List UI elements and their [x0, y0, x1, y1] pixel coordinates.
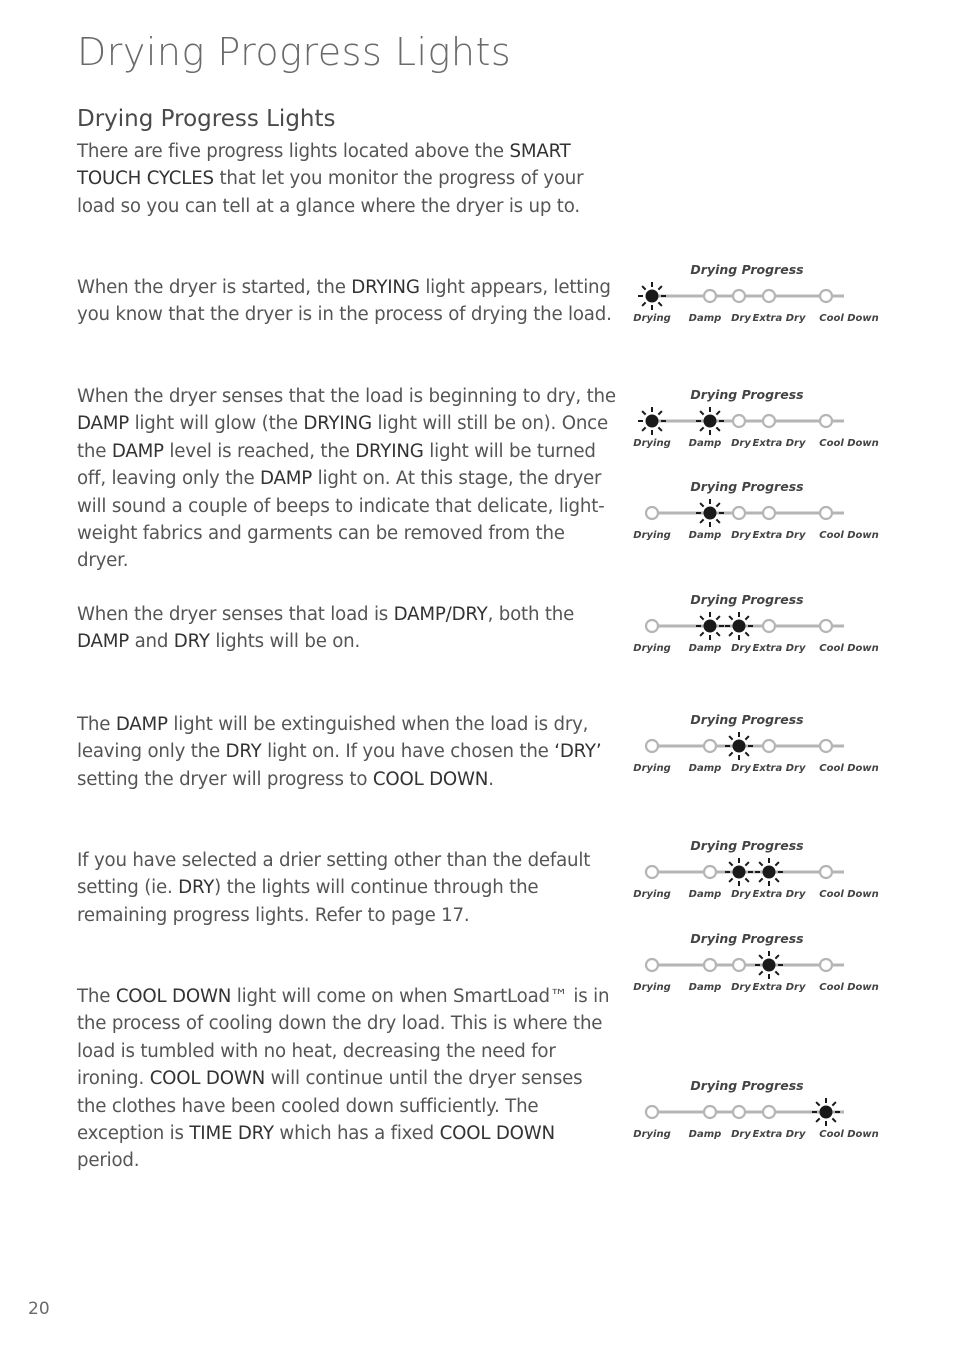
diagram-title: Drying Progress	[690, 838, 804, 853]
light-ray	[700, 632, 704, 636]
paragraph-drier-setting	[77, 847, 617, 929]
stage-label: Cool Down	[819, 530, 879, 541]
progress-diagram	[630, 712, 890, 782]
progress-diagram	[630, 387, 890, 457]
stage-label: Dry	[731, 313, 751, 324]
light-ray	[700, 503, 704, 507]
indicator-light-on	[763, 866, 776, 879]
stage-label: Extra Dry	[752, 1129, 806, 1140]
text-run: When the dryer is started, the	[77, 277, 352, 298]
indicator-light-on	[733, 740, 746, 753]
light-ray	[775, 862, 779, 866]
indicator-light-off	[704, 290, 716, 302]
indicator-light-off	[704, 1106, 716, 1118]
light-ray	[700, 616, 704, 620]
stage-label: Damp	[688, 313, 722, 324]
progress-diagram	[630, 262, 890, 332]
light-ray	[716, 632, 720, 636]
indicator-light-off	[733, 415, 745, 427]
stage-label: Extra Dry	[752, 763, 806, 774]
text-run: The	[77, 986, 116, 1007]
diagram-title: Drying Progress	[690, 712, 804, 727]
section-heading: Drying Progress Lights	[77, 106, 336, 132]
stage-label: Cool Down	[819, 1129, 879, 1140]
keyword: DRY	[173, 631, 210, 653]
stage-label: Drying	[633, 530, 671, 541]
indicator-light-off	[646, 507, 658, 519]
stage-label: Extra Dry	[752, 438, 806, 449]
indicator-light-on	[646, 290, 659, 303]
text-run: If you have selected a drier setting other than the default setting (ie.	[77, 850, 591, 899]
indicator-light-off	[763, 415, 775, 427]
light-ray	[729, 862, 733, 866]
light-ray	[745, 862, 749, 866]
light-ray	[729, 632, 733, 636]
light-ray	[658, 286, 662, 290]
keyword: DAMP	[260, 468, 313, 490]
keyword: DRYING	[351, 277, 420, 298]
text-run: The	[77, 714, 116, 735]
indicator-light-off	[820, 620, 832, 632]
indicator-light-on	[704, 507, 717, 520]
diagram-title: Drying Progress	[690, 931, 804, 946]
keyword: ‘DRY’	[554, 741, 602, 763]
light-ray	[759, 955, 763, 959]
keyword: TIME DRY	[189, 1123, 274, 1145]
indicator-light-off	[763, 620, 775, 632]
indicator-light-on	[820, 1106, 833, 1119]
light-ray	[658, 302, 662, 306]
light-ray	[642, 411, 646, 415]
keyword: DRY	[225, 741, 262, 763]
light-ray	[832, 1102, 836, 1106]
stage-label: Damp	[688, 643, 722, 654]
stage-label: Drying	[633, 313, 671, 324]
stage-label: Drying	[633, 889, 671, 900]
indicator-light-off	[763, 507, 775, 519]
paragraph-damp-dry	[77, 601, 617, 656]
paragraph-damp	[77, 383, 617, 575]
indicator-light-off	[704, 866, 716, 878]
indicator-light-off	[733, 959, 745, 971]
page-title: Drying Progress Lights	[77, 30, 512, 74]
stage-label: Drying	[633, 643, 671, 654]
light-ray	[658, 411, 662, 415]
light-ray	[729, 878, 733, 882]
text-run: will continue until the dryer senses the clothes have been cooled down sufficiently. The exception is	[77, 1068, 583, 1145]
indicator-light-off	[763, 740, 775, 752]
keyword: DRYING	[355, 440, 424, 462]
stage-label: Extra Dry	[752, 530, 806, 541]
indicator-light-off	[704, 959, 716, 971]
stage-label: Extra Dry	[752, 313, 806, 324]
light-ray	[716, 616, 720, 620]
text-run: light will come on when SmartLoad™ is in the process of cooling down the dry load. This is where the load is tumbled with no heat, decreasing the need for ironing.	[77, 986, 610, 1090]
light-ray	[642, 427, 646, 431]
text-run: setting the dryer will progress to	[77, 768, 373, 790]
stage-label: Dry	[731, 438, 751, 449]
light-ray	[642, 302, 646, 306]
light-ray	[716, 427, 720, 431]
light-ray	[729, 752, 733, 756]
progress-diagram	[630, 479, 890, 549]
indicator-light-on	[704, 620, 717, 633]
page-number: 20	[28, 1299, 50, 1319]
indicator-light-off	[820, 959, 832, 971]
light-ray	[642, 286, 646, 290]
light-ray	[729, 616, 733, 620]
paragraph-drying	[77, 274, 617, 329]
stage-label: Damp	[688, 438, 722, 449]
indicator-light-off	[820, 415, 832, 427]
stage-label: Extra Dry	[752, 889, 806, 900]
text-run: light on. If you have chosen the	[261, 741, 555, 763]
stage-label: Drying	[633, 438, 671, 449]
text-run: light will be extinguished when the load is dry, leaving only the	[77, 714, 589, 763]
indicator-light-off	[646, 740, 658, 752]
indicator-light-off	[733, 290, 745, 302]
stage-label: Dry	[731, 982, 751, 993]
stage-label: Damp	[688, 1129, 722, 1140]
keyword: DAMP	[77, 413, 129, 435]
progress-diagram	[630, 838, 890, 908]
light-ray	[716, 411, 720, 415]
indicator-light-off	[733, 507, 745, 519]
stage-label: Extra Dry	[752, 982, 806, 993]
light-ray	[729, 736, 733, 740]
stage-label: Cool Down	[819, 438, 879, 449]
indicator-light-off	[820, 290, 832, 302]
diagram-title: Drying Progress	[690, 387, 804, 402]
text-run: level is reached, the	[163, 440, 356, 462]
keyword: DAMP	[111, 440, 164, 462]
light-ray	[745, 752, 749, 756]
diagram-title: Drying Progress	[690, 262, 804, 277]
stage-label: Damp	[688, 530, 722, 541]
light-ray	[745, 616, 749, 620]
light-ray	[745, 878, 749, 882]
progress-diagram	[630, 592, 890, 662]
text-run: ) the lights will continue through the remaining progress lights. Refer to page 17.	[77, 877, 539, 926]
stage-label: Dry	[731, 643, 751, 654]
diagram-title: Drying Progress	[690, 1078, 804, 1093]
keyword: DRY	[178, 877, 215, 899]
stage-label: Dry	[731, 889, 751, 900]
text-run: When the dryer senses that the load is beginning to dry, the	[77, 386, 616, 407]
indicator-light-off	[820, 740, 832, 752]
text-run: light will be turned off, leaving only the	[77, 440, 596, 490]
text-run: , both the	[487, 604, 575, 625]
keyword: DRYING	[303, 413, 372, 435]
light-ray	[816, 1118, 820, 1122]
text-run: .	[488, 768, 494, 790]
indicator-light-off	[646, 866, 658, 878]
keyword: COOL DOWN	[439, 1123, 555, 1145]
stage-label: Cool Down	[819, 982, 879, 993]
stage-label: Cool Down	[819, 763, 879, 774]
light-ray	[716, 519, 720, 523]
light-ray	[700, 427, 704, 431]
indicator-light-off	[704, 740, 716, 752]
keyword: COOL DOWN	[115, 986, 232, 1007]
stage-label: Cool Down	[819, 889, 879, 900]
text-run: light will glow (the	[129, 413, 304, 435]
indicator-light-on	[763, 959, 776, 972]
diagram-title: Drying Progress	[690, 479, 804, 494]
light-ray	[775, 878, 779, 882]
stage-label: Damp	[688, 982, 722, 993]
light-ray	[716, 503, 720, 507]
text-run: and	[129, 631, 174, 653]
text-run: There are five progress lights located above the	[77, 141, 510, 162]
text-run: lights will be on.	[209, 631, 361, 653]
indicator-light-off	[763, 290, 775, 302]
stage-label: Dry	[731, 1129, 751, 1140]
text-run: period.	[77, 1150, 140, 1172]
stage-label: Damp	[688, 763, 722, 774]
light-ray	[745, 736, 749, 740]
progress-diagram	[630, 1078, 890, 1148]
light-ray	[700, 411, 704, 415]
keyword: DAMP	[115, 714, 168, 735]
stage-label: Cool Down	[819, 643, 879, 654]
paragraph-dry	[77, 711, 617, 793]
indicator-light-on	[646, 415, 659, 428]
text-run: that let you monitor the progress of your load so you can tell at a glance where the dryer is up to.	[77, 168, 584, 217]
progress-diagram	[630, 931, 890, 1001]
text-run: light on. At this stage, the dryer will sound a couple of beeps to indicate that delicate, light-weight fabrics and garments can be removed from the dryer.	[77, 468, 605, 572]
stage-label: Damp	[688, 889, 722, 900]
light-ray	[759, 971, 763, 975]
text-run: light will still be on). Once the	[77, 413, 608, 462]
light-ray	[759, 878, 763, 882]
light-ray	[658, 427, 662, 431]
light-ray	[816, 1102, 820, 1106]
keyword: DAMP/DRY	[393, 604, 488, 625]
paragraph-intro	[77, 138, 617, 220]
stage-label: Dry	[731, 763, 751, 774]
stage-label: Drying	[633, 1129, 671, 1140]
indicator-light-on	[733, 620, 746, 633]
light-ray	[775, 955, 779, 959]
diagram-title: Drying Progress	[690, 592, 804, 607]
light-ray	[832, 1118, 836, 1122]
light-ray	[759, 862, 763, 866]
text-run: which has a fixed	[273, 1123, 440, 1145]
indicator-light-off	[646, 620, 658, 632]
light-ray	[745, 632, 749, 636]
stage-label: Drying	[633, 763, 671, 774]
keyword: COOL DOWN	[372, 768, 489, 790]
stage-label: Cool Down	[819, 313, 879, 324]
indicator-light-on	[704, 415, 717, 428]
indicator-light-off	[646, 959, 658, 971]
keyword: COOL DOWN	[149, 1068, 266, 1090]
keyword: DAMP	[77, 631, 129, 653]
indicator-light-off	[763, 1106, 775, 1118]
light-ray	[700, 519, 704, 523]
indicator-light-off	[733, 1106, 745, 1118]
stage-label: Extra Dry	[752, 643, 806, 654]
indicator-light-on	[733, 866, 746, 879]
text-run: light appears, letting you know that the dryer is in the process of drying the load.	[77, 277, 612, 326]
text-run: When the dryer senses that load is	[77, 604, 394, 625]
indicator-light-off	[646, 1106, 658, 1118]
paragraph-cool-down	[77, 983, 617, 1175]
keyword: SMART TOUCH CYCLES	[77, 141, 571, 190]
indicator-light-off	[820, 507, 832, 519]
indicator-light-off	[820, 866, 832, 878]
light-ray	[775, 971, 779, 975]
stage-label: Drying	[633, 982, 671, 993]
stage-label: Dry	[731, 530, 751, 541]
